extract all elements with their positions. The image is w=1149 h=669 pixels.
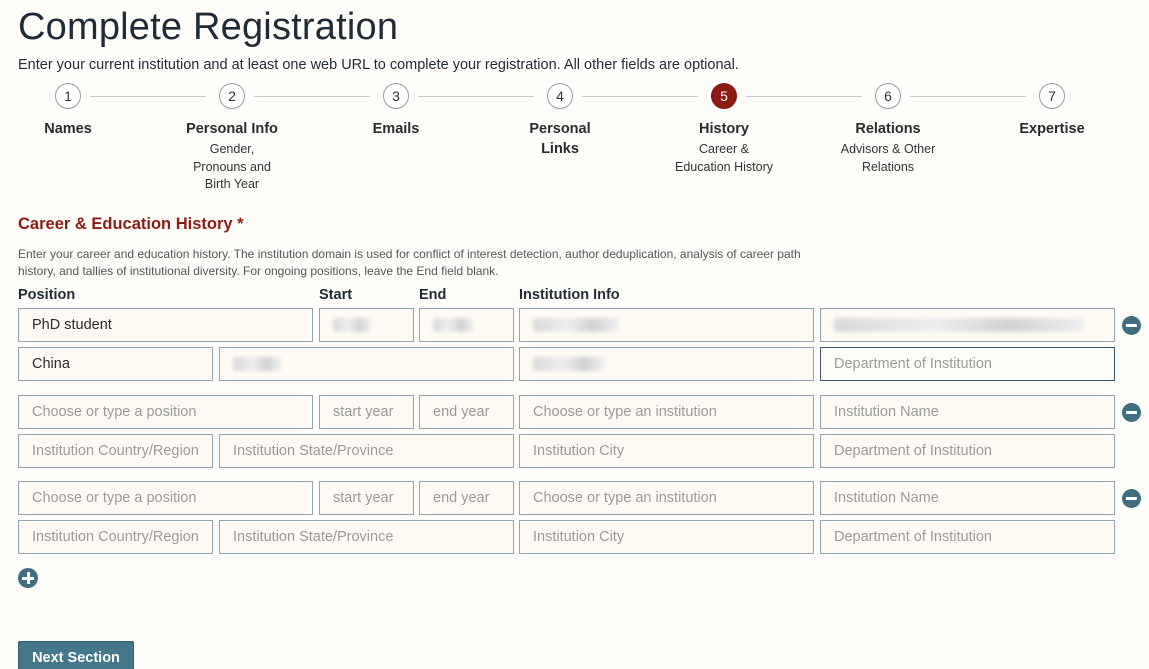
institution-input[interactable] (519, 308, 814, 342)
page-title: Complete Registration (18, 6, 399, 48)
department-input[interactable]: Department of Institution (820, 434, 1115, 468)
remove-entry-icon[interactable] (1122, 316, 1141, 335)
city-input[interactable] (519, 347, 814, 381)
department-input[interactable]: Department of Institution (820, 520, 1115, 554)
department-input[interactable]: Department of Institution (820, 347, 1115, 381)
state-input[interactable] (219, 347, 514, 381)
city-input[interactable]: Institution City (519, 434, 814, 468)
step-title: Personal Links (529, 121, 591, 157)
header-end: End (419, 287, 447, 303)
step-title: Expertise (1019, 121, 1085, 137)
position-input[interactable]: PhD student (18, 308, 313, 342)
end-year-input[interactable] (419, 308, 514, 342)
step-title: Personal Info (186, 121, 278, 137)
section-description: Enter your career and education history. The institution domain is used for conflict of interest detection, author deduplication, analysis of career path history, and tallies of institutional diversity. For ongoing positions, leave the End field blank. (18, 247, 801, 278)
next-section-button[interactable]: Next Section (18, 641, 134, 669)
step-description: Gender, Pronouns and Birth Year (193, 142, 271, 191)
start-year-input[interactable]: start year (319, 395, 414, 429)
add-entry-icon[interactable] (18, 568, 38, 588)
step-description: Advisors & Other Relations (840, 142, 936, 174)
step-number: 3 (383, 83, 409, 109)
header-institution-info: Institution Info (519, 287, 620, 303)
section-title: Career & Education History * (18, 215, 244, 233)
step-number: 5 (711, 83, 737, 109)
step-number: 1 (55, 83, 81, 109)
step-title: Names (44, 121, 92, 137)
step-number: 6 (875, 83, 901, 109)
remove-entry-icon[interactable] (1122, 403, 1141, 422)
institution-name-input[interactable]: Institution Name (820, 395, 1115, 429)
country-input[interactable]: Institution Country/Region (18, 520, 213, 554)
country-input[interactable]: Institution Country/Region (18, 434, 213, 468)
step-history[interactable] (642, 83, 806, 176)
step-personal-info[interactable] (150, 83, 314, 194)
step-title: Emails (372, 121, 420, 137)
step-relations[interactable] (806, 83, 970, 176)
institution-input[interactable]: Choose or type an institution (519, 395, 814, 429)
country-input[interactable]: China (18, 347, 213, 381)
step-description: Career & Education History (675, 142, 773, 174)
city-input[interactable]: Institution City (519, 520, 814, 554)
step-number: 7 (1039, 83, 1065, 109)
step-personal-links[interactable] (478, 83, 642, 159)
step-number: 2 (219, 83, 245, 109)
step-expertise[interactable] (970, 83, 1134, 139)
position-input[interactable]: Choose or type a position (18, 395, 313, 429)
state-input[interactable]: Institution State/Province (219, 520, 514, 554)
step-title: History (699, 121, 749, 137)
end-year-input[interactable]: end year (419, 481, 514, 515)
state-input[interactable]: Institution State/Province (219, 434, 514, 468)
institution-name-input[interactable] (820, 308, 1115, 342)
page-subtitle: Enter your current institution and at least one web URL to complete your registration. All other fields are optional. (18, 57, 739, 73)
start-year-input[interactable]: start year (319, 481, 414, 515)
position-input[interactable]: Choose or type a position (18, 481, 313, 515)
step-number: 4 (547, 83, 573, 109)
institution-input[interactable]: Choose or type an institution (519, 481, 814, 515)
step-title: Relations (855, 121, 921, 137)
registration-stepper (0, 83, 1149, 198)
header-position: Position (18, 287, 76, 303)
start-year-input[interactable] (319, 308, 414, 342)
institution-name-input[interactable]: Institution Name (820, 481, 1115, 515)
end-year-input[interactable]: end year (419, 395, 514, 429)
remove-entry-icon[interactable] (1122, 489, 1141, 508)
header-start: Start (319, 287, 353, 303)
step-emails[interactable] (314, 83, 478, 139)
step-names[interactable] (0, 83, 150, 139)
